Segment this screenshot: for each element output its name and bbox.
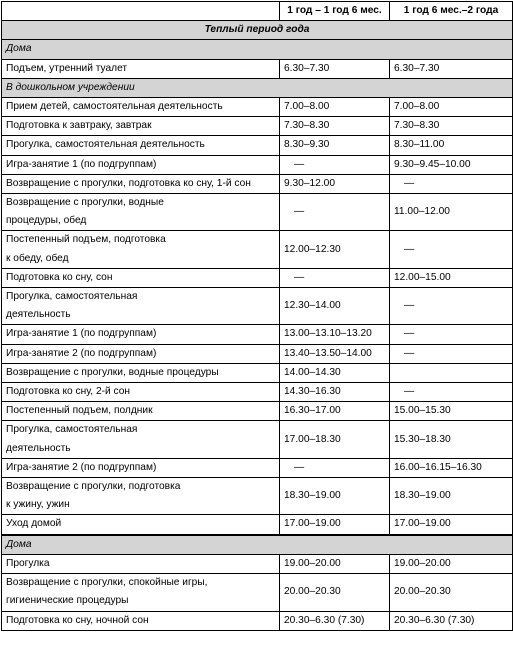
time-cell-age-1: 7.30–8.30 — [280, 117, 390, 136]
time-cell-age-2: 9.30–9.45–10.00 — [390, 155, 513, 174]
time-cell-age-1: 9.30–12.00 — [280, 174, 390, 193]
activity-cell: Подготовка ко сну, ночной сон — [2, 611, 280, 630]
time-cell-age-1: 13.00–13.10–13.20 — [280, 325, 390, 344]
activity-cell: Игра-занятие 1 (по подгруппам) — [2, 325, 280, 344]
activity-cell: Подготовка ко сну, 2-й сон — [2, 383, 280, 402]
activity-cell — [2, 421, 280, 458]
time-cell-age-2: 18.30–19.00 — [390, 478, 513, 515]
table-row — [2, 268, 513, 287]
table-row — [2, 325, 513, 344]
table-row — [2, 288, 513, 325]
time-cell-age-1: — — [280, 458, 390, 477]
activity-line: Прогулка, самостоятельная — [6, 291, 138, 303]
table-row — [2, 363, 513, 382]
activity-cell — [2, 574, 280, 611]
time-cell-age-2: 17.00–19.00 — [390, 515, 513, 534]
section-row — [2, 40, 513, 59]
activity-line: Возвращение с прогулки, водные — [6, 197, 164, 209]
table-row — [2, 383, 513, 402]
activity-cell: Постепенный подъем, полдник — [2, 402, 280, 421]
time-cell-age-2: 15.30–18.30 — [390, 421, 513, 458]
time-cell-age-2: — — [390, 383, 513, 402]
time-cell-age-1: 18.30–19.00 — [280, 478, 390, 515]
table-row — [2, 421, 513, 458]
table-row — [2, 574, 513, 611]
table-row — [2, 174, 513, 193]
activity-cell — [2, 194, 280, 231]
activity-cell: Уход домой — [2, 515, 280, 534]
time-cell-age-2: — — [390, 288, 513, 325]
time-cell-age-1: 13.40–13.50–14.00 — [280, 344, 390, 363]
time-cell-age-2: — — [390, 231, 513, 268]
time-cell-age-2: 20.00–20.30 — [390, 574, 513, 611]
time-cell-age-1: 6.30–7.30 — [280, 59, 390, 78]
time-cell-age-2: 11.00–12.00 — [390, 194, 513, 231]
activity-cell: Прогулка — [2, 554, 280, 573]
time-cell-age-2: — — [390, 174, 513, 193]
activity-cell: Подъем, утренний туалет — [2, 59, 280, 78]
time-cell-age-1: 14.30–16.30 — [280, 383, 390, 402]
schedule-table — [1, 1, 513, 631]
activity-cell: Игра-занятие 2 (по подгруппам) — [2, 458, 280, 477]
activity-cell: Игра-занятие 1 (по подгруппам) — [2, 155, 280, 174]
time-cell-age-2: 6.30–7.30 — [390, 59, 513, 78]
activity-line: Возвращение с прогулки, подготовка — [6, 481, 181, 493]
time-cell-age-2: 20.30–6.30 (7.30) — [390, 611, 513, 630]
activity-cell: Прием детей, самостоятельная деятельность — [2, 98, 280, 117]
time-cell-age-1: — — [280, 155, 390, 174]
activity-cell: Игра-занятие 2 (по подгруппам) — [2, 344, 280, 363]
period-title: Теплый период года — [2, 21, 513, 40]
activity-cell: Прогулка, самостоятельная деятельность — [2, 136, 280, 155]
table-row — [2, 59, 513, 78]
time-cell-age-1: 7.00–8.00 — [280, 98, 390, 117]
activity-line: Постепенный подъем, подготовка — [6, 234, 166, 246]
activity-line: деятельность — [6, 309, 71, 321]
table-row — [2, 136, 513, 155]
activity-line: деятельность — [6, 442, 71, 454]
time-cell-age-1: 12.30–14.00 — [280, 288, 390, 325]
activity-line: к обеду, обед — [6, 252, 69, 264]
time-cell-age-2: 7.30–8.30 — [390, 117, 513, 136]
activity-cell: Подготовка к завтраку, завтрак — [2, 117, 280, 136]
table-row — [2, 402, 513, 421]
table-row — [2, 117, 513, 136]
activity-line: к ужину, ужин — [6, 499, 70, 511]
header-age-1: 1 год – 1 год 6 мес. — [280, 2, 390, 21]
activity-line: гигиенические процедуры — [6, 595, 129, 607]
section-row — [2, 535, 513, 554]
period-row — [2, 21, 513, 40]
activity-cell — [2, 478, 280, 515]
time-cell-age-1: — — [280, 194, 390, 231]
activity-line: Возвращение с прогулки, спокойные игры, — [6, 577, 208, 589]
section-home-evening: Дома — [2, 535, 513, 554]
table-row — [2, 478, 513, 515]
table-row — [2, 515, 513, 534]
activity-cell — [2, 231, 280, 268]
time-cell-age-1: 20.30–6.30 (7.30) — [280, 611, 390, 630]
table-row — [2, 194, 513, 231]
time-cell-age-1: 17.00–19.00 — [280, 515, 390, 534]
table-row — [2, 155, 513, 174]
time-cell-age-1: 12.00–12.30 — [280, 231, 390, 268]
time-cell-age-1: 14.00–14.30 — [280, 363, 390, 382]
section-kindergarten: В дошкольном учреждении — [2, 78, 513, 97]
header-activity — [2, 2, 280, 21]
section-home-morning: Дома — [2, 40, 513, 59]
time-cell-age-2: 7.00–8.00 — [390, 98, 513, 117]
time-cell-age-2: 15.00–15.30 — [390, 402, 513, 421]
activity-cell: Подготовка ко сну, сон — [2, 268, 280, 287]
table-row — [2, 554, 513, 573]
time-cell-age-2: 16.00–16.15–16.30 — [390, 458, 513, 477]
time-cell-age-1: 8.30–9.30 — [280, 136, 390, 155]
time-cell-age-2: — — [390, 344, 513, 363]
activity-line: процедуры, обед — [6, 215, 87, 227]
activity-cell — [2, 288, 280, 325]
header-row — [2, 2, 513, 21]
time-cell-age-1: 16.30–17.00 — [280, 402, 390, 421]
time-cell-age-2: — — [390, 325, 513, 344]
time-cell-age-2: 8.30–11.00 — [390, 136, 513, 155]
time-cell-age-1: 17.00–18.30 — [280, 421, 390, 458]
activity-line: Прогулка, самостоятельная — [6, 424, 138, 436]
time-cell-age-1: 20.00–20.30 — [280, 574, 390, 611]
time-cell-age-2 — [390, 363, 513, 382]
section-row — [2, 78, 513, 97]
table-row — [2, 231, 513, 268]
activity-cell: Возвращение с прогулки, водные процедуры — [2, 363, 280, 382]
table-row — [2, 344, 513, 363]
table-row — [2, 98, 513, 117]
table-row — [2, 458, 513, 477]
table-row — [2, 611, 513, 630]
time-cell-age-2: 19.00–20.00 — [390, 554, 513, 573]
time-cell-age-1: — — [280, 268, 390, 287]
activity-cell: Возвращение с прогулки, подготовка ко сну, 1-й сон — [2, 174, 280, 193]
header-age-2: 1 год 6 мес.–2 года — [390, 2, 513, 21]
time-cell-age-1: 19.00–20.00 — [280, 554, 390, 573]
time-cell-age-2: 12.00–15.00 — [390, 268, 513, 287]
